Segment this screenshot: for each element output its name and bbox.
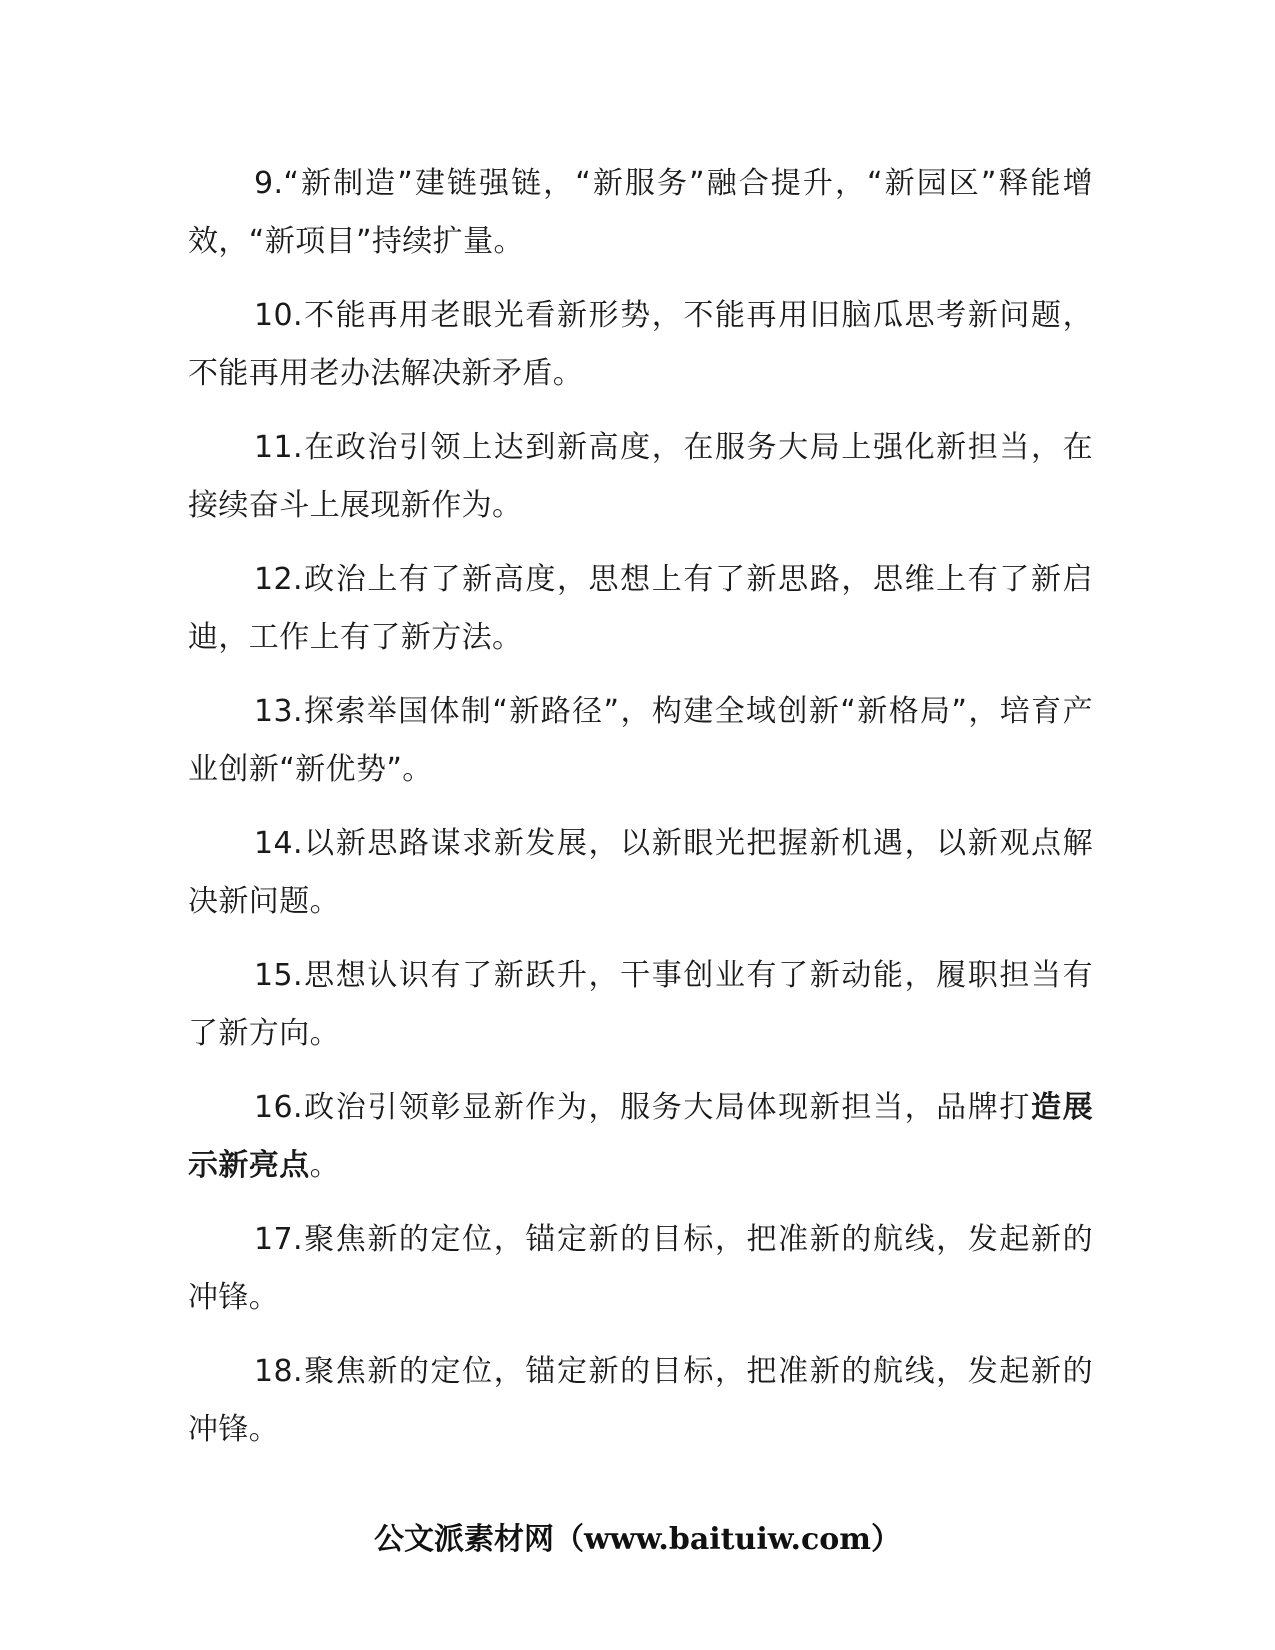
paragraph-text: 16.政治引领彰显新作为，服务大局体现新担当，品牌打: [254, 1090, 1031, 1125]
paragraph-14: [188, 815, 1093, 931]
paragraph-10: [188, 287, 1093, 403]
paragraph-17: [188, 1211, 1093, 1327]
paragraph-13: [188, 683, 1093, 799]
paragraph-text: 15.思想认识有了新跃升，干事创业有了新动能，履职担当有了新方向。: [188, 958, 1093, 1051]
paragraph-text: 11.在政治引领上达到新高度，在服务大局上强化新担当，在接续奋斗上展现新作为。: [188, 430, 1093, 523]
paragraph-text: 18.聚焦新的定位，锚定新的目标，把准新的航线，发起新的冲锋。: [188, 1354, 1093, 1447]
footer-text: 公文派素材网（www.baituiw.com）: [373, 1522, 902, 1557]
paragraph-15: [188, 947, 1093, 1063]
paragraph-text: 13.探索举国体制“新路径”，构建全域创新“新格局”，培育产业创新“新优势”。: [188, 694, 1093, 787]
footer-watermark: [0, 1514, 1275, 1558]
paragraph-text: 12.政治上有了新高度，思想上有了新思路，思维上有了新启迪，工作上有了新方法。: [188, 562, 1093, 655]
paragraph-text: 10.不能再用老眼光看新形势，不能再用旧脑瓜思考新问题，不能再用老办法解决新矛盾。: [188, 298, 1093, 391]
paragraph-text: 17.聚焦新的定位，锚定新的目标，把准新的航线，发起新的冲锋。: [188, 1222, 1093, 1315]
paragraph-bold-text: 造展示新亮点: [188, 1090, 1093, 1183]
paragraph-text: 14.以新思路谋求新发展，以新眼光把握新机遇，以新观点解决新问题。: [188, 826, 1093, 919]
paragraph-tail-text: 。: [309, 1148, 341, 1183]
paragraph-18: [188, 1343, 1093, 1459]
paragraph-12: [188, 551, 1093, 667]
document-body: [188, 155, 1093, 1475]
paragraph-text: 9.“新制造”建链强链，“新服务”融合提升，“新园区”释能增效，“新项目”持续扩量。: [188, 166, 1093, 259]
paragraph-11: [188, 419, 1093, 535]
paragraph-16: [188, 1079, 1093, 1195]
paragraph-9: [188, 155, 1093, 271]
